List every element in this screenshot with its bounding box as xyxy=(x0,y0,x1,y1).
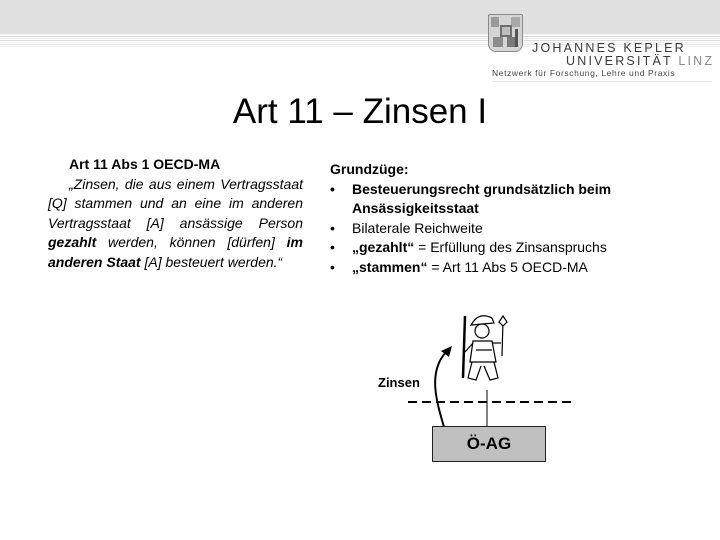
list-item-text: = Erfüllung des Zinsanspruchs xyxy=(414,239,607,255)
logo-linz: LINZ xyxy=(678,54,715,68)
bullet-icon: • xyxy=(330,219,335,236)
quote-emphasis-gezahlt: gezahlt xyxy=(48,234,97,250)
list-item-term: „gezahlt“ xyxy=(352,239,415,255)
left-heading: Art 11 Abs 1 OECD-MA xyxy=(69,156,221,172)
logo-universitaet: UNIVERSITÄT xyxy=(566,54,673,68)
flow-label-zinsen: Zinsen xyxy=(378,375,420,390)
right-heading: Grundzüge: xyxy=(330,161,409,177)
company-box-oe-ag: Ö-AG xyxy=(432,426,546,462)
quote-part: „Zinsen, die aus einem Vertragsstaat [Q] stammen und an eine im anderen Vertragsstaat [A] ansässige Person xyxy=(48,175,303,231)
quote-emphasis-staat: im anderen Staat xyxy=(48,234,303,270)
logo-line-1: JOHANNES KEPLER xyxy=(532,41,686,55)
list-item-term: „stammen“ xyxy=(352,258,428,275)
list-item-text: Bilaterale Reichweite xyxy=(352,219,483,236)
curved-arrow-up-icon xyxy=(435,352,446,427)
bullet-icon: • xyxy=(330,258,335,275)
bullet-icon: • xyxy=(330,180,335,197)
farmer-with-rifle-clipart-icon xyxy=(463,316,507,380)
list-item-text: Besteuerungsrecht grundsätzlich beim Ansässigkeitsstaat xyxy=(352,180,612,216)
bullet-icon: • xyxy=(330,239,335,255)
logo-tagline: Netzwerk für Forschung, Lehre und Praxis xyxy=(492,68,676,78)
quote-part: werden, können [dürfen] xyxy=(96,234,287,250)
list-item-text: = Art 11 Abs 5 OECD-MA xyxy=(427,258,588,275)
quote-part: [A] besteuert werden.“ xyxy=(140,253,283,270)
slide-title: Art 11 – Zinsen I xyxy=(232,92,488,131)
